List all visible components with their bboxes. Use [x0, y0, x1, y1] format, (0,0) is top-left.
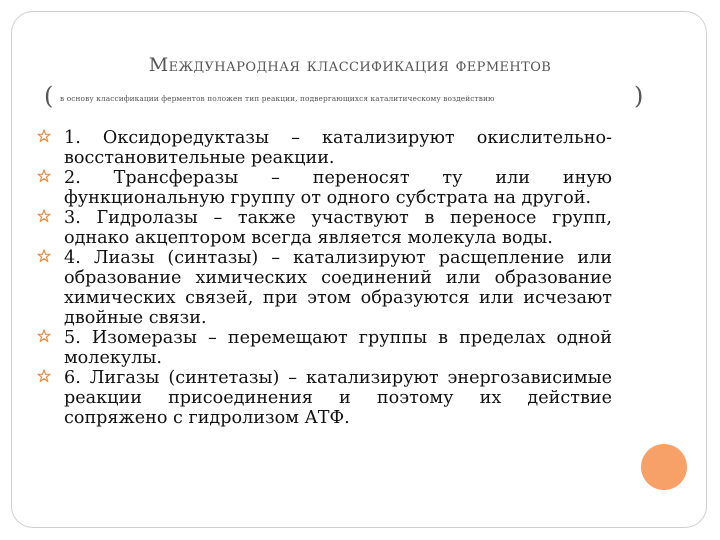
list-item	[37, 168, 612, 208]
list-item	[37, 128, 612, 168]
star-bullet-icon	[37, 129, 51, 143]
list-item	[37, 208, 612, 248]
list-item-text: 2. Трансферазы – переносят ту или иную функциональную группу от одного субстрата на другой.	[64, 168, 612, 208]
list-item-text: 6. Лигазы (синтетазы) – катализируют энергозависимые реакции присоединения и поэтому их действие сопряжено с гидролизом АТФ.	[64, 368, 612, 428]
subtitle-open-paren: (	[44, 82, 54, 110]
decorative-circle	[641, 444, 687, 490]
slide-subtitle: в основу классификации ферментов положен тип реакции, подвергающихся каталитическому воздействию	[60, 94, 495, 103]
star-bullet-icon	[37, 249, 51, 263]
slide-subtitle-row	[44, 82, 684, 111]
list-item	[37, 248, 612, 328]
star-bullet-icon	[37, 369, 51, 383]
enzyme-class-list	[37, 128, 612, 428]
star-bullet-icon	[37, 329, 51, 343]
list-item	[37, 328, 612, 368]
list-item-text: 3. Гидролазы – также участвуют в переносе групп, однако акцептором всегда является молекула воды.	[64, 208, 612, 248]
list-item-text: 5. Изомеразы – перемещают группы в пределах одной молекулы.	[64, 328, 612, 368]
subtitle-close-paren: )	[634, 82, 644, 110]
list-item-text: 4. Лиазы (синтазы) – катализируют расщепление или образование химических соединений или образование химических связей, при этом образуются или исчезают двойные связи.	[64, 248, 612, 328]
slide-title: Международная классификация ферментов	[148, 54, 552, 76]
list-item-text: 1. Оксидоредуктазы – катализируют окислительно-восстановительные реакции.	[64, 128, 612, 168]
star-bullet-icon	[37, 169, 51, 183]
star-bullet-icon	[37, 209, 51, 223]
list-item	[37, 368, 612, 428]
